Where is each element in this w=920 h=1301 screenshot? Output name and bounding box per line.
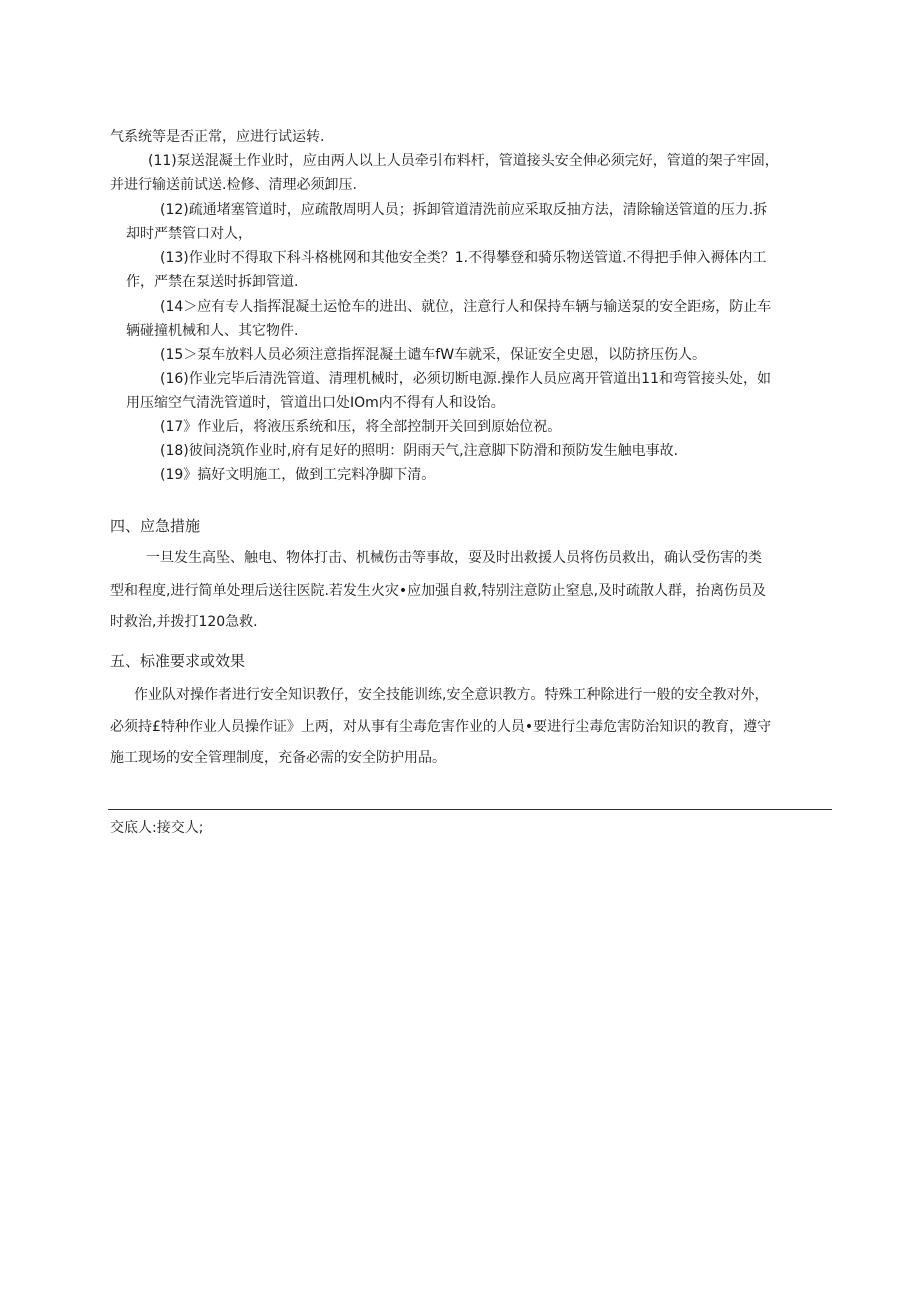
item-11-line-1: (11)泵送混凝土作业时，应由两人以上人员牵引布料杆，管道接头安全伸必须完好，管道的架子牢固，: [148, 153, 779, 169]
item-16-line-1: (16)作业完毕后清洗管道、清理机械时，必须切断电源.操作人员应离开管道出11和弯管接头处，如: [160, 371, 772, 387]
section-4-line-1: 一旦发生高坠、触电、物体打击、机械伤击等事故，耍及时出救援人员将伤员救出，确认受伤害的类: [146, 550, 762, 566]
item-13-line-2: 作，严禁在泵送时拆卸管道.: [126, 274, 299, 290]
signature-line: 交底人:接交人;: [110, 820, 204, 836]
footer-divider: [108, 809, 832, 810]
section-5-line-3: 施工现场的安全管理制度，充备必需的安全防护用品。: [110, 750, 446, 766]
item-15-line-1: (15＞泵车放料人员必须注意指挥混凝土谴车fW车就采，保证安全史恩，以防挤压伤人。: [160, 347, 707, 363]
section-5-line-1: 作业队对操作者进行安全知识教仔，安全技能训练,安全意识教方。特殊工种除进行一般的安全教对外，: [134, 687, 769, 703]
item-17-line-1: (17》作业后，将液压系统和压，将全部控制开关回到原始位祝。: [160, 419, 562, 435]
intro-line: 气系统等是否正常，应进行试运转.: [110, 129, 325, 145]
section-4-line-2: 型和程度,进行简单处理后送往医院.若发生火灾•应加强自救,特别注意防止窒息,及时疏散人群，抬离伤员及: [110, 583, 767, 599]
item-14-line-1: (14＞应有专人指挥混凝土运怆车的进出、就位，注意行人和保持车辆与输送泵的安全距疡，防止车: [160, 299, 772, 315]
section-5-line-2: 必须持£特种作业人员操作证》上两，对从事有尘毒危害作业的人员•要进行尘毒危害防治知识的教育，遵守: [110, 719, 772, 735]
section-4-title: 四、应急措施: [110, 517, 201, 535]
item-18-line-1: (18)彼间浇筑作业时,府有足好的照明：阴雨天气,注意脚下防滑和预防发生触电事故.: [160, 443, 679, 459]
item-19-line-1: (19》搞好文明施工，做到工完料净脚下清。: [160, 467, 436, 483]
item-11-line-2: 并进行输送前试送.检修、清理必须卸压.: [110, 177, 357, 193]
item-12-line-1: (12)疏通堵塞管道时，应疏散周明人员；拆卸管道清洗前应采取反抽方法，清除输送管道的压力.拆: [160, 202, 768, 218]
section-5-title: 五、标准要求或效果: [110, 652, 246, 670]
item-12-line-2: 却时严禁管口对人，: [126, 226, 252, 242]
item-14-line-2: 辆碰撞机械和人、其它物件.: [126, 323, 299, 339]
item-16-line-2: 用压缩空气清洗管道时，管道出口处IOm内不得有人和设饴。: [126, 395, 505, 411]
section-4-line-3: 时救治,并拨打120急救.: [110, 614, 258, 630]
item-13-line-1: (13)作业时不得取下科斗格桃网和其他安全类？1.不得攀登和骑乐物送管道.不得把手伸入褥体内工: [160, 250, 767, 266]
